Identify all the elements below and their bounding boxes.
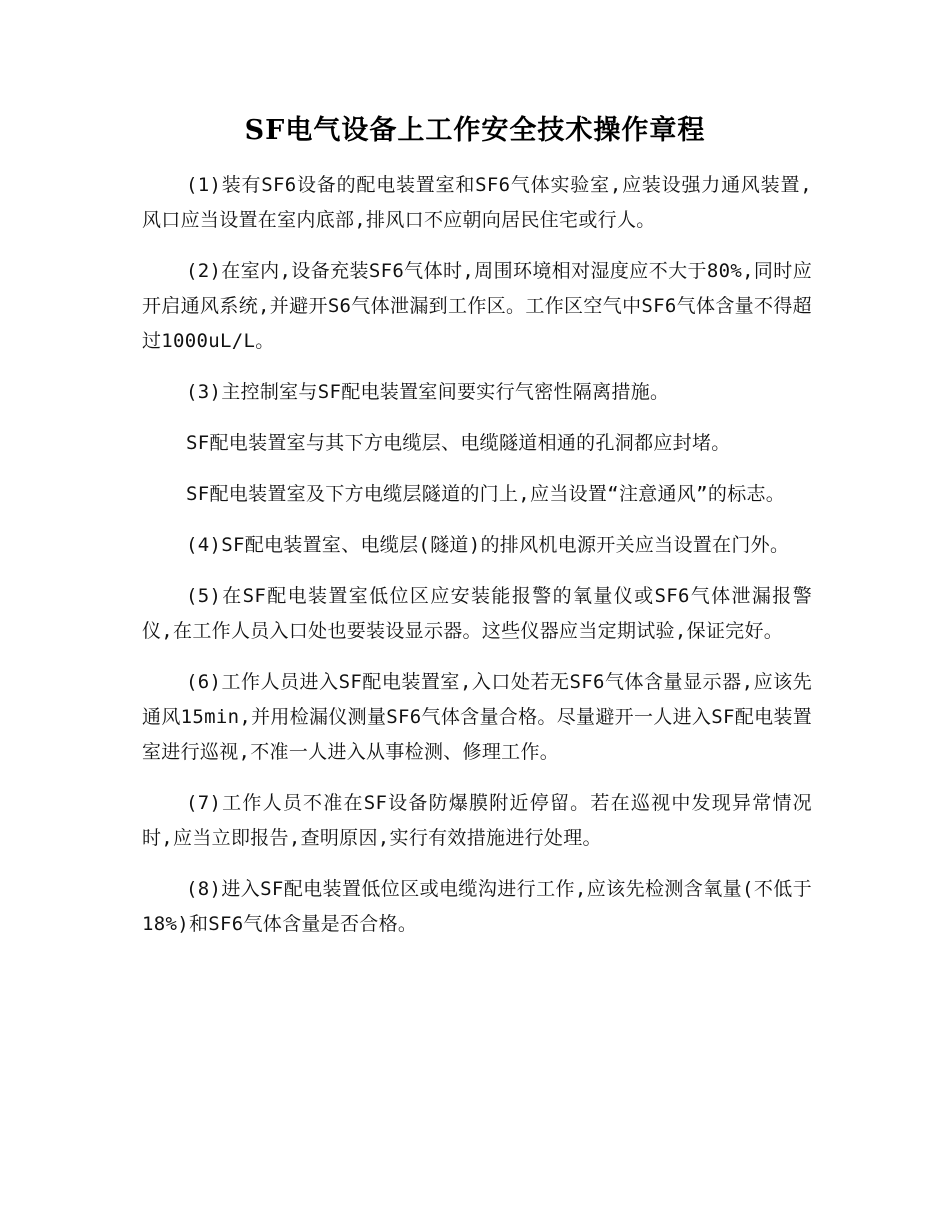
paragraph-4: SF配电装置室与其下方电缆层、电缆隧道相通的孔洞都应封堵。	[186, 432, 731, 454]
paragraph-10: (8)进入SF配电装置低位区或电缆沟进行工作,应该先检测含氧量(不低于18%)和SF6气体含量是否合格。	[142, 878, 812, 935]
paragraph-8: (6)工作人员进入SF配电装置室,入口处若无SF6气体含量显示器,应该先通风15min,并用检漏仪测量SF6气体含量合格。尽量避开一人进入SF配电装置室进行巡视,不准一人进入从事检测、修理工作。	[142, 671, 812, 763]
paragraph-2: (2)在室内,设备充装SF6气体时,周围环境相对湿度应不大于80%,同时应开启通风系统,并避开S6气体泄漏到工作区。工作区空气中SF6气体含量不得超过1000uL/L。	[142, 260, 812, 352]
paragraph-1: (1)装有SF6设备的配电装置室和SF6气体实验室,应装设强力通风装置,风口应当设置在室内底部,排风口不应朝向居民住宅或行人。	[142, 174, 812, 231]
paragraph-9: (7)工作人员不准在SF设备防爆膜附近停留。若在巡视中发现异常情况时,应当立即报告,查明原因,实行有效措施进行处理。	[142, 792, 812, 849]
document-title: SF电气设备上工作安全技术操作章程	[244, 115, 706, 146]
document-body	[142, 168, 812, 958]
paragraph-5: SF配电装置室及下方电缆层隧道的门上,应当设置“注意通风”的标志。	[186, 483, 786, 505]
paragraph-7: (5)在SF配电装置室低位区应安装能报警的氧量仪或SF6气体泄漏报警仪,在工作人员入口处也要装设显示器。这些仪器应当定期试验,保证完好。	[142, 585, 812, 642]
paragraph-6: (4)SF配电装置室、电缆层(隧道)的排风机电源开关应当设置在门外。	[186, 534, 790, 556]
paragraph-3: (3)主控制室与SF配电装置室间要实行气密性隔离措施。	[186, 381, 670, 403]
